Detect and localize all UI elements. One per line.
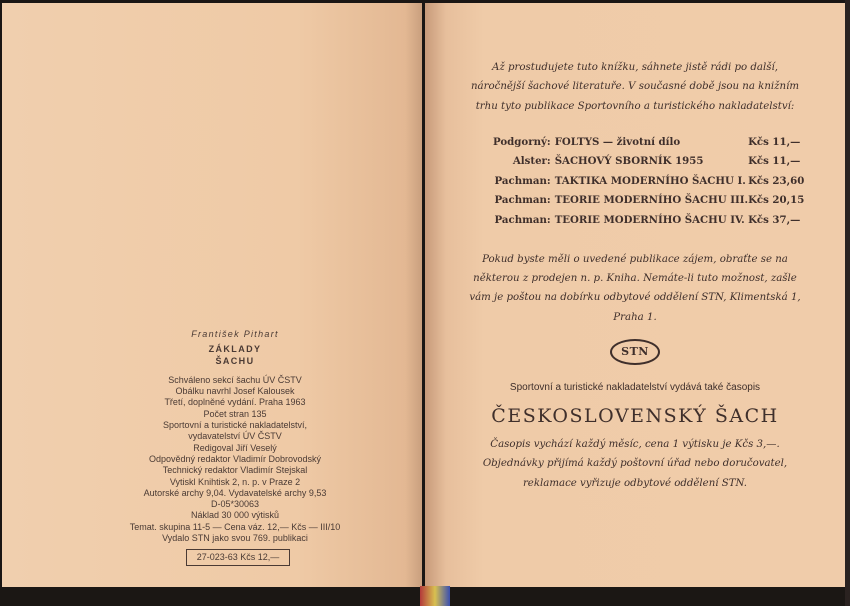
colophon-author: František Pithart	[191, 329, 279, 339]
magazine-title: ČESKOSLOVENSKÝ ŠACH	[491, 405, 779, 428]
colophon-line: Autorské archy 9,04. Vydavatelské archy 9,53	[143, 487, 327, 498]
book-price: Kčs 11,—	[748, 155, 801, 168]
colophon-line: D-05*30063	[210, 499, 260, 510]
intro-paragraph: Až prostudujete tuto knížku, sáhnete jistě rádi po další, náročnější šachové literatuře. V současné době jsou na knižním trhu tyto publikace Sportovního a turistického nakladatelství:	[471, 62, 799, 112]
book-price: Kčs 11,—	[748, 135, 801, 148]
left-page	[2, 3, 422, 587]
colophon-lines	[100, 375, 370, 544]
colophon-line: Náklad 30 000 výtisků	[190, 510, 280, 521]
book-price: Kčs 23,60	[748, 174, 805, 187]
book-author: Podgorný:	[493, 135, 551, 148]
colophon-line: vydavatelství ÚV ČSTV	[188, 431, 282, 442]
spine-strip	[420, 586, 450, 606]
colophon-line: Sportovní a turistické nakladatelství,	[162, 420, 308, 431]
book-author: Pachman:	[494, 214, 551, 227]
book-author: Pachman:	[494, 174, 551, 187]
colophon-line: Redigoval Jiří Veselý	[193, 442, 277, 453]
right-page	[425, 3, 845, 587]
publisher-line: Sportovní a turistické nakladatelství vydává také časopis	[509, 382, 761, 394]
magazine-description: Časopis vychází každý měsíc, cena 1 výtisku je Kčs 3,—. Objednávky přijímá každý poštovní úřad nebo doručovatel, reklamace vyřizuje odbytové oddělení STN.	[482, 439, 788, 489]
book-title: TAKTIKA MODERNÍHO ŠACHU I.	[554, 174, 746, 187]
book-list	[493, 132, 804, 230]
book-row	[493, 132, 804, 152]
book-author: Alster:	[512, 155, 551, 168]
book-title: FOLTYS — životní dílo	[554, 135, 681, 148]
book-edge	[845, 0, 850, 606]
book-row	[493, 191, 804, 211]
colophon-title-line2: ŠACHU	[215, 355, 255, 366]
price-stamp: 27-023-63 Kčs 12,—	[186, 549, 290, 565]
colophon-line: Obálku navrhl Josef Kalousek	[175, 386, 295, 397]
order-note: Pokud byste měli o uvedené publikace zájem, obraťte se na některou z prodejen n. p. Kniha. Nemáte-li tuto možnost, zašle vám je poštou na dobírku odbytové oddělení STN, Klimentská 1, Praha 1.	[469, 253, 801, 323]
colophon-line: Vydalo STN jako svou 769. publikaci	[162, 533, 308, 544]
book-row	[493, 151, 804, 171]
book-row	[493, 171, 804, 191]
book-author: Pachman:	[494, 194, 551, 207]
right-page-content	[465, 58, 805, 493]
colophon-line: Počet stran 135	[203, 408, 267, 419]
colophon-line: Odpovědný redaktor Vladimír Dobrovodský	[148, 453, 322, 464]
book-price: Kčs 37,—	[748, 214, 801, 227]
colophon-line: Schváleno sekcí šachu ÚV ČSTV	[168, 374, 302, 385]
book-row	[493, 210, 804, 230]
colophon-line: Vytiskl Knihtisk 2, n. p. v Praze 2	[169, 476, 301, 487]
colophon	[100, 329, 370, 566]
book-price: Kčs 20,15	[748, 194, 805, 207]
colophon-title-line1: ZÁKLADY	[208, 344, 262, 355]
book-title: ŠACHOVÝ SBORNÍK 1955	[554, 155, 704, 168]
book-title: TEORIE MODERNÍHO ŠACHU III.	[554, 194, 749, 207]
stn-logo: STN	[610, 339, 660, 365]
colophon-line: Třetí, doplněné vydání. Praha 1963	[164, 397, 306, 408]
book-title: TEORIE MODERNÍHO ŠACHU IV.	[554, 214, 745, 227]
colophon-line: Technický redaktor Vladimír Stejskal	[162, 465, 308, 476]
colophon-line: Temat. skupina 11-5 — Cena váz. 12,— Kčs — III/10	[129, 521, 341, 532]
